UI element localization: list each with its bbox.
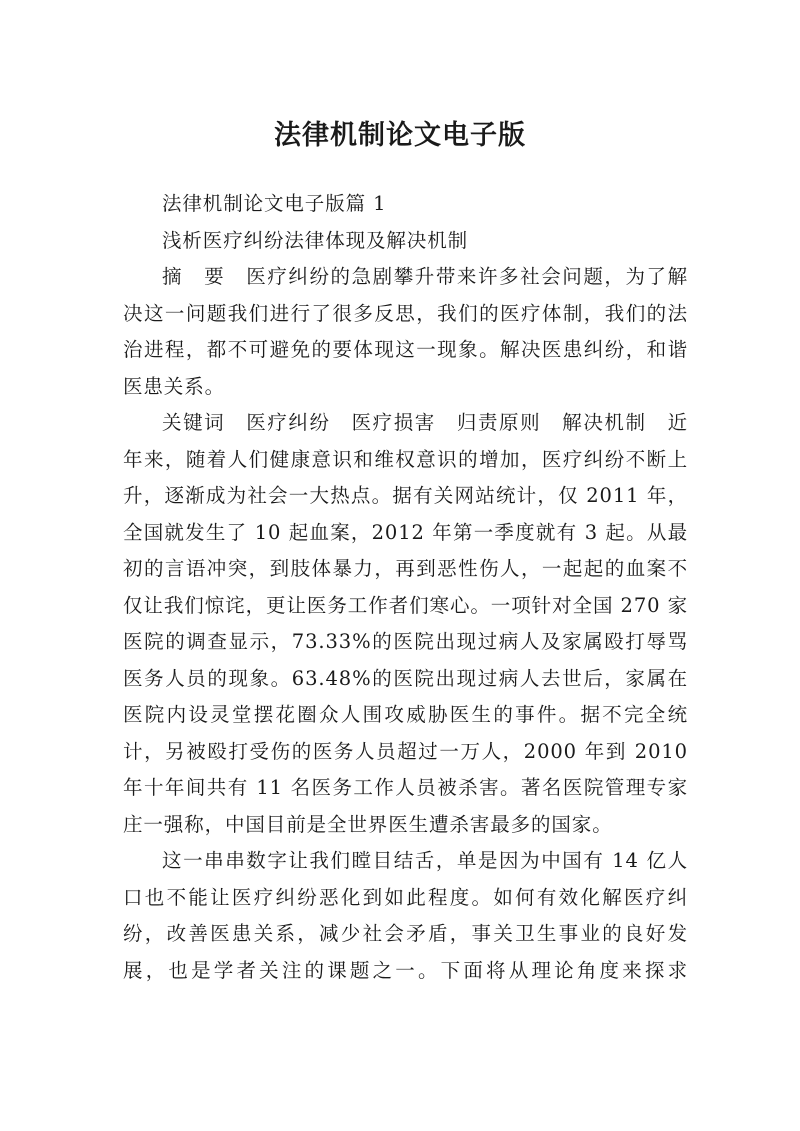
article-title: 浅析医疗纠纷法律体现及解决机制 — [162, 228, 469, 252]
section-heading: 法律机制论文电子版篇 1 — [162, 192, 387, 215]
document-body — [123, 186, 688, 989]
keywords-paragraph: 关键词 医疗纠纷 医疗损害 归责原则 解决机制 近年来，随着人们健康意识和维权意识的增加，医疗纠纷不断上升，逐渐成为社会一大热点。据有关网站统计，仅 2011 年，全国就发生了 10 起血案，2012 年第一季度就有 3 起。从最初的言语冲突，到肢体暴力，再到恶性伤人，一起起的血案不仅让我们惊诧，更让医务工作者们寒心。一项针对全国 270 家医院的调查显示，73.33%的医院出现过病人及家属殴打辱骂医务人员的现象。63.48%的医院出现过病人去世后，家属在医院内设灵堂摆花圈众人围攻威胁医生的事件。据不完全统计，另被殴打受伤的医务人员超过一万人，2000 年到 2010 年十年间共有 11 名医务工作人员被杀害。著名医院管理专家庄一强称，中国目前是全世界医生遭杀害最多的国家。 — [123, 411, 688, 836]
document-title: 法律机制论文电子版 — [274, 120, 526, 152]
abstract-paragraph: 摘 要 医疗纠纷的急剧攀升带来许多社会问题，为了解决这一问题我们进行了很多反思，我们的医疗体制，我们的法治进程，都不可避免的要体现这一现象。解决医患纠纷，和谐医患关系。 — [123, 265, 688, 398]
body-paragraph: 这一串串数字让我们瞠目结舌，单是因为中国有 14 亿人口也不能让医疗纠纷恶化到如此程度。如何有效化解医疗纠纷，改善医患关系，减少社会矛盾，事关卫生事业的良好发展，也是学者关注的课题之一。下面将从理论角度来探求 — [123, 849, 688, 982]
